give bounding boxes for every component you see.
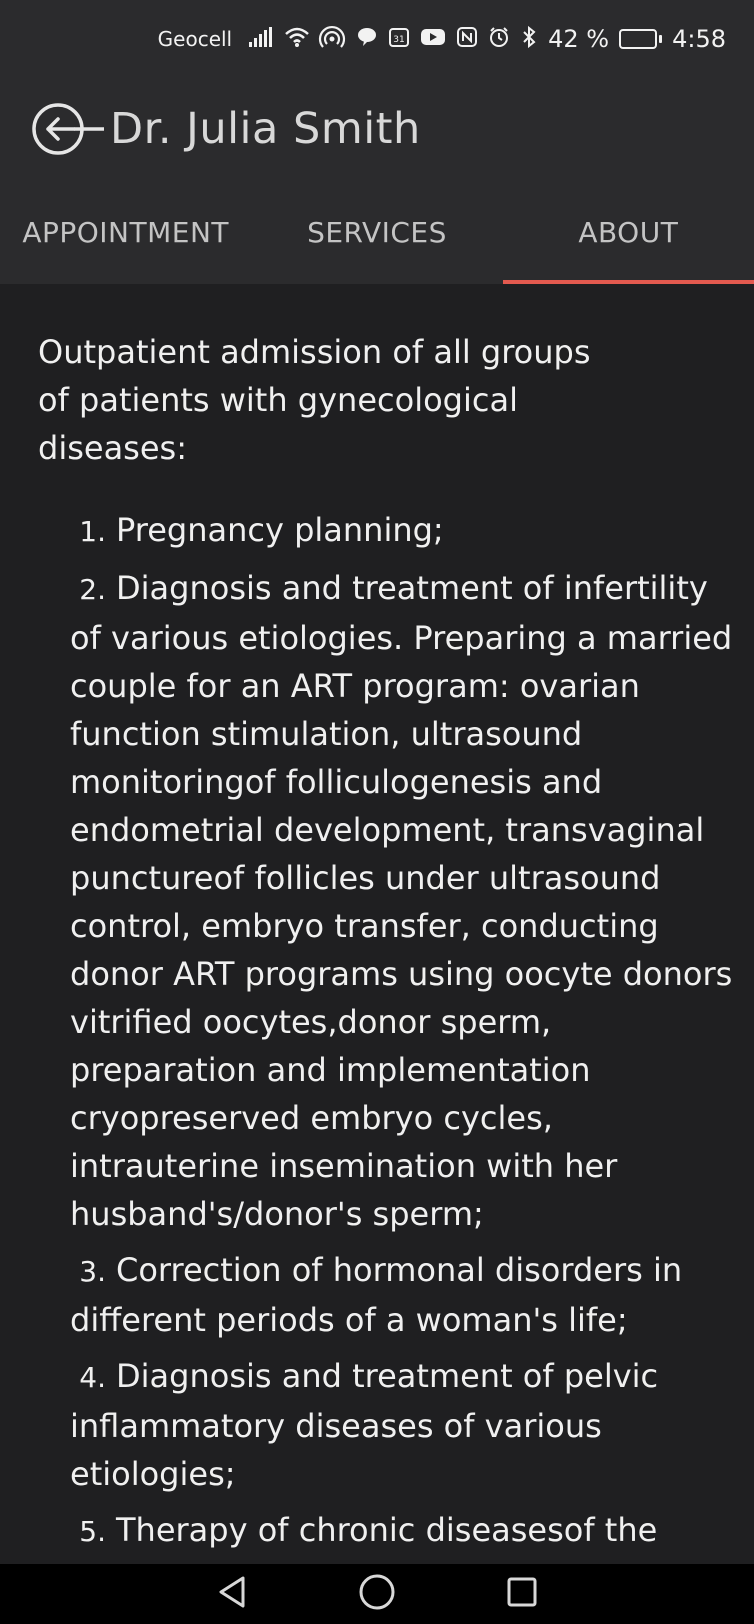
back-triangle-icon xyxy=(215,1574,249,1614)
battery-icon xyxy=(619,29,662,49)
chat-icon xyxy=(356,26,378,53)
list-item xyxy=(70,564,734,1238)
item-number: 5. xyxy=(79,1515,106,1548)
recents-square-icon xyxy=(505,1575,539,1613)
nav-home-button[interactable] xyxy=(347,1564,407,1624)
item-text: Correction of hormonal disorders in different periods of a woman's life; xyxy=(70,1251,683,1339)
nav-recents-button[interactable] xyxy=(492,1564,552,1624)
list-item xyxy=(70,1246,734,1344)
carrier-label: Geocell xyxy=(157,27,233,51)
nfc-icon xyxy=(456,26,478,53)
status-bar xyxy=(0,0,754,78)
app-bar xyxy=(0,78,754,180)
bluetooth-icon xyxy=(520,26,538,53)
item-text: Therapy of chronic diseasesof the xyxy=(116,1511,658,1549)
item-text: Diagnosis and treatment of pelvic inflammatory diseases of various etiologies; xyxy=(70,1357,659,1493)
item-text: Pregnancy planning; xyxy=(116,511,444,549)
battery-percent: 42 % xyxy=(548,25,610,53)
services-list xyxy=(38,506,734,1604)
item-number: 3. xyxy=(79,1255,106,1288)
system-nav-bar xyxy=(0,1564,754,1624)
intro-text: Outpatient admission of all groups of patients with gynecological diseases: xyxy=(38,333,591,467)
tab-label: SERVICES xyxy=(307,215,447,249)
signal-icon xyxy=(248,26,274,53)
item-number: 2. xyxy=(79,573,106,606)
alarm-icon xyxy=(488,26,510,53)
back-arrow-icon xyxy=(30,100,106,158)
item-number: 1. xyxy=(79,515,106,548)
tab-appointment[interactable] xyxy=(0,180,251,284)
item-number: 4. xyxy=(79,1361,106,1394)
tab-about[interactable] xyxy=(503,180,754,284)
youtube-icon xyxy=(420,27,446,52)
tab-bar xyxy=(0,180,754,284)
nav-back-button[interactable] xyxy=(202,1564,262,1624)
about-content[interactable] xyxy=(0,284,754,1564)
calendar-icon xyxy=(388,26,410,53)
hotspot-icon xyxy=(320,26,346,53)
tab-services[interactable] xyxy=(251,180,502,284)
wifi-icon xyxy=(284,26,310,53)
svg-text:31: 31 xyxy=(393,34,405,45)
home-circle-icon xyxy=(358,1573,396,1615)
list-item xyxy=(70,506,734,556)
list-item xyxy=(70,1352,734,1498)
tab-label: ABOUT xyxy=(578,215,679,249)
item-text: Diagnosis and treatment of infertility of various etiologies. Preparing a married couple for an ART program: ovarian function stimulation, ultrasound monitoringof folliculogenesis and endometrial development, transvaginal punctureof follicles under ultrasound control, embryo transfer, conducting donor ART programs using oocyte donors vitrified oocytes,donor sperm, preparation and implementation cryopreserved embryo cycles, intrauterine insemination with her husband's/donor's sperm; xyxy=(70,569,733,1233)
back-button[interactable] xyxy=(30,100,106,158)
clock: 4:58 xyxy=(672,25,726,53)
page-title: Dr. Julia Smith xyxy=(110,104,421,154)
tab-label: APPOINTMENT xyxy=(22,215,229,249)
